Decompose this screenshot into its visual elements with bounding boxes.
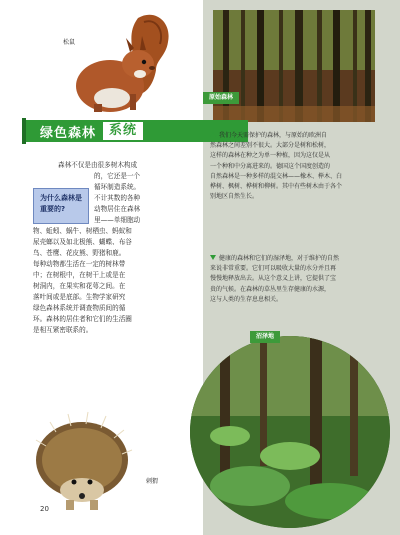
right-para2-line-2: 慢慢地释放出去。从这个意义上讲，它提供了宝 bbox=[210, 275, 337, 283]
forest-image bbox=[213, 10, 375, 122]
right-para1-line-6: 别地区自然生长。 bbox=[210, 193, 259, 201]
forest-tag: 原始森林 bbox=[203, 92, 239, 104]
left-text-line-8: 鸟、苍鹰、花皮熊、野猪和鹿。 bbox=[33, 249, 126, 257]
squirrel-image bbox=[60, 8, 180, 120]
page-number: 20 bbox=[40, 505, 49, 513]
right-para1-line-0: 我们今天需保护的森林，与原始的欧洲自 bbox=[210, 131, 398, 141]
triangle-down-icon bbox=[210, 255, 216, 260]
right-para1 bbox=[210, 131, 398, 202]
left-text-line-14: 环。森林的居住者和它们的生活圈 bbox=[33, 315, 132, 323]
right-para1-line-3: 一个种和中分离进来的。德国这个国度创造的 bbox=[210, 162, 331, 170]
left-text-line-1: 的，它还是一个 bbox=[94, 172, 141, 180]
left-text-line-5: 里——单细胞动 bbox=[94, 216, 141, 224]
left-text-line-12: 落叶间或是底部。生物学家研究 bbox=[33, 293, 126, 301]
right-para1-line-5: 桦树、枫树、桦树和柳树。其中有些树木由于各个 bbox=[210, 183, 343, 191]
right-para2-line-3: 贵的气候。在森林的草丛里生存健康的水源， bbox=[210, 285, 331, 293]
page-title-box: 系统 bbox=[102, 121, 144, 141]
right-para1-line-4: 自然森林是一种多样的混交林——橡木、榉木、白 bbox=[210, 172, 343, 180]
right-para1-line-1: 然森林之间差别不很大。大部分是树和松树， bbox=[210, 142, 331, 150]
left-text-line-13: 绿色森林系统并调查物质间的循 bbox=[33, 304, 126, 312]
squirrel-caption: 松鼠 bbox=[63, 39, 76, 46]
left-text-line-9: 每种动物都生活在一定的树林带 bbox=[33, 260, 126, 268]
right-para2 bbox=[210, 254, 398, 305]
right-para1-line-2: 这样的森林在种之为单一种植，因为这仅是从 bbox=[210, 152, 331, 160]
right-para2-line-4: 这与人类的生存息息相关。 bbox=[210, 295, 283, 303]
triangle-up-icon bbox=[210, 132, 216, 137]
swamp-tag: 沼泽地 bbox=[250, 331, 280, 343]
right-para2-line-1: 来说非常重要。它们可以吸收大量的水分并且再 bbox=[210, 265, 337, 273]
left-text-line-7: 尿壳螂以及如北极熊、蝴蝶、布谷 bbox=[33, 238, 132, 246]
hedgehog-caption: 刺猬 bbox=[146, 478, 159, 485]
left-text-line-11: 树洞内，在果实和花萼之间。在 bbox=[33, 282, 126, 290]
hedgehog-image bbox=[26, 402, 136, 512]
left-text-line-6: 物、蚯蚓、蜗牛、树栖虫、蚂蚁和 bbox=[33, 227, 132, 235]
left-text-line-10: 中；在树根中，在树干上或是在 bbox=[33, 271, 126, 279]
left-text-line-15: 是相互紧密联系的。 bbox=[33, 326, 93, 334]
page-title: 绿色森林 bbox=[40, 125, 97, 141]
left-text-line-2: 循环制造系统。 bbox=[94, 183, 141, 191]
left-text-line-0: 森林不仅是由很多树木构成 bbox=[58, 161, 138, 169]
right-para2-line-0: 健康的森林和它们的湿泽地，对于维护的自然 bbox=[210, 254, 398, 264]
left-text-line-3: 不计其数的各种 bbox=[94, 194, 141, 202]
swamp-image bbox=[190, 336, 390, 528]
left-text-line-4: 动物居住在森林 bbox=[94, 205, 141, 213]
question-box: 为什么森林是重要的? bbox=[33, 188, 89, 224]
